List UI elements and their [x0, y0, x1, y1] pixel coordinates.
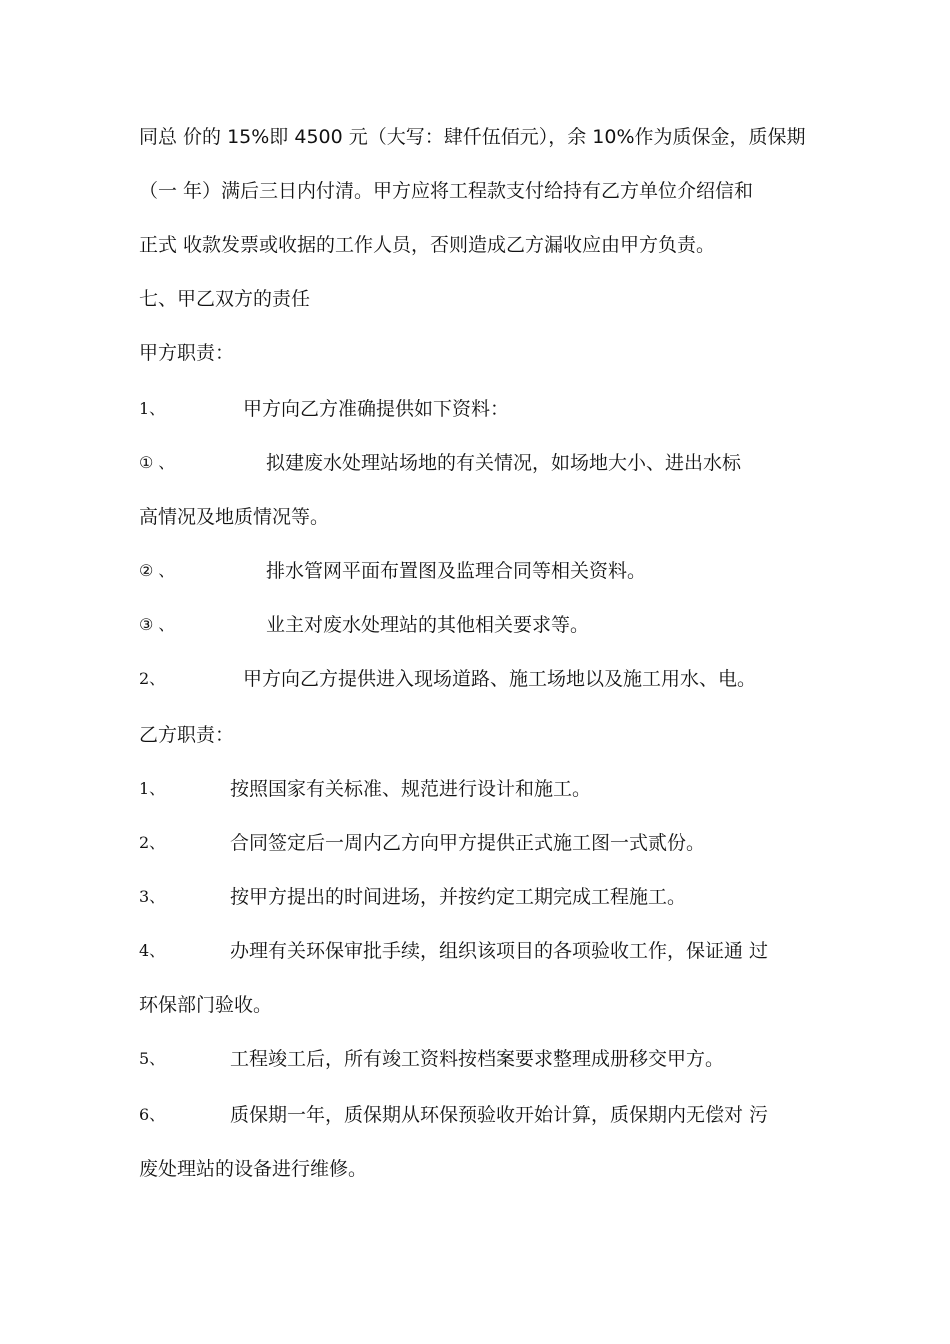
item-text-continuation: 环保部门验收。: [139, 994, 273, 1016]
item-number: ② 、: [139, 561, 175, 580]
item-number: ① 、: [139, 453, 175, 472]
party-a-title: 甲方职责：: [139, 342, 235, 364]
item-text: 拟建废水处理站场地的有关情况，如场地大小、进出水标: [266, 452, 742, 474]
item-text: 按甲方提出的时间进场，并按约定工期完成工程施工。: [230, 886, 687, 908]
payment-line-2: （一 年）满后三日内付清。甲方应将工程款支付给持有乙方单位介绍信和: [139, 180, 754, 202]
item-text-continuation: 废处理站的设备进行维修。: [139, 1158, 368, 1180]
payment-line-3: 正式 收款发票或收据的工作人员，否则造成乙方漏收应由甲方负责。: [139, 234, 716, 256]
item-text: 甲方向乙方提供进入现场道路、施工场地以及施工用水、电。: [243, 668, 757, 690]
item-number: 3、: [139, 887, 166, 906]
item-number: 6、: [139, 1105, 166, 1124]
item-text: 合同签定后一周内乙方向甲方提供正式施工图一式贰份。: [230, 832, 706, 854]
item-number: 1、: [139, 399, 166, 418]
item-text: 质保期一年，质保期从环保预验收开始计算，质保期内无偿对 污: [230, 1104, 769, 1126]
item-number: 2、: [139, 669, 166, 688]
item-text: 业主对废水处理站的其他相关要求等。: [266, 614, 590, 636]
item-text: 工程竣工后，所有竣工资料按档案要求整理成册移交甲方。: [230, 1048, 725, 1070]
item-text: 办理有关环保审批手续，组织该项目的各项验收工作，保证通 过: [230, 940, 769, 962]
item-number: ③ 、: [139, 615, 175, 634]
item-text: 甲方向乙方准确提供如下资料：: [243, 398, 510, 420]
payment-line-1: 同总 价的 15%即 4500 元（大写：肆仟伍佰元），余 10%作为质保金，质保期: [139, 126, 806, 148]
item-number: 4、: [139, 941, 166, 960]
item-text: 排水管网平面布置图及监理合同等相关资料。: [266, 560, 647, 582]
item-number: 2、: [139, 833, 166, 852]
item-number: 5、: [139, 1049, 166, 1068]
item-text: 按照国家有关标准、规范进行设计和施工。: [230, 778, 592, 800]
item-number: 1、: [139, 779, 166, 798]
party-b-title: 乙方职责：: [139, 724, 235, 746]
section-heading: 七、甲乙双方的责任: [139, 288, 311, 310]
item-text-continuation: 高情况及地质情况等。: [139, 506, 330, 528]
